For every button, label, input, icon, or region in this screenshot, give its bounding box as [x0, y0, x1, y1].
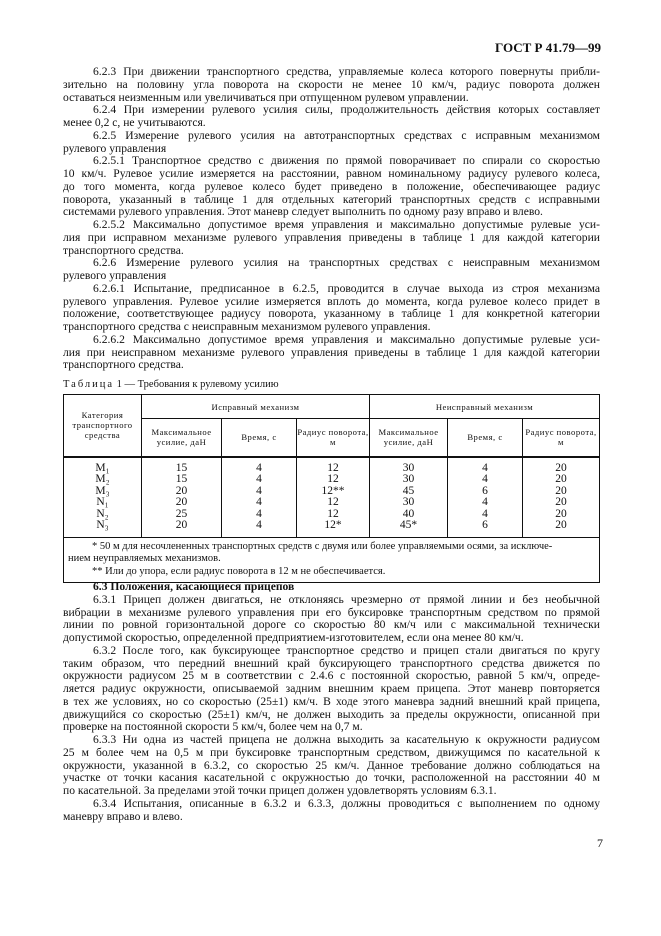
value-cell: 45*	[370, 520, 448, 537]
text-line: рулевого управления	[63, 270, 167, 282]
text-line: 6.2.6.1 Испытание, предписанное в 6.2.5, проводится в случае выхода из строя механизма	[93, 282, 600, 295]
value-cell: 4	[222, 457, 297, 475]
text-line: зительно на половину угла поворота на скорости не менее 10 км/ч, радиус поворота должен	[63, 78, 600, 91]
category-cell: N₂	[64, 509, 142, 521]
paragraph	[63, 257, 600, 283]
paragraph	[63, 66, 600, 104]
text-line: 10 км/ч. Рулевое усилие измеряется на расстоянии, равном номинальному радиусу рулевого колеса,	[63, 168, 600, 180]
value-cell: 20	[142, 486, 222, 498]
value-cell: 30	[370, 497, 448, 509]
document-header: ГОСТ Р 41.79—99	[495, 40, 601, 55]
text-line: 6.2.5.1 Транспортное средство с движения по прямой поворачивает по спирали со скоростью	[93, 155, 600, 168]
header-radius: Радиус поворота, м	[297, 419, 370, 457]
header-time: Время, с	[448, 419, 523, 457]
header-group-fault: Неисправный механизм	[370, 395, 600, 419]
value-cell: 4	[222, 497, 297, 509]
table-caption-label: Таблица	[63, 379, 115, 390]
text-line: 6.3.4 Испытания, описанные в 6.3.2 и 6.3.3, должны проводиться с выполнением по одному	[93, 797, 600, 810]
value-cell: 12**	[297, 486, 370, 498]
footnote-2: ** Или до упора, если радиус поворота в 12 м не обеспечивается.	[92, 565, 386, 577]
header-time: Время, с	[222, 419, 297, 457]
paragraph	[63, 104, 600, 130]
value-cell: 4	[222, 474, 297, 486]
text-line: 6.2.3 При движении транспортного средства, управляемые колеса которого повернуты прибли-	[93, 66, 600, 78]
value-cell: 20	[142, 497, 222, 509]
text-line: лия при исправном механизме рулевого управления приведены в таблице 1 для каждой категории	[63, 231, 600, 244]
value-cell: 30	[370, 457, 448, 475]
text-line: оставаться неизменным или увеличиваться при отпущенном рулевом управлении.	[63, 91, 469, 104]
text-line: транспортного средства.	[63, 359, 184, 372]
value-cell: 12*	[297, 520, 370, 537]
category-cell: M₂	[64, 474, 142, 486]
footnote-1: * 50 м для несочлененных транспортных средств с двумя или более управляемыми осями, за исключе-	[92, 540, 553, 552]
section-heading	[63, 581, 600, 594]
value-cell: 40	[370, 509, 448, 521]
text-line: таким образом, что передний внешний край буксирующего транспортного средства движется по	[63, 657, 600, 670]
text-line: до того момента, когда рулевое колесо будет приведено в положение, обеспечивающее радиус	[63, 180, 600, 193]
paragraph	[63, 734, 600, 798]
header-radius: Радиус поворота, м	[523, 419, 600, 457]
text-line: системами рулевого управления. Этот маневр следует выполнить по одному разу вправо и влево.	[63, 206, 543, 219]
value-cell: 12	[297, 474, 370, 486]
text-line: линии по ровной горизонтальной дороге со скоростью 80 км/ч или с максимальной технически	[63, 619, 600, 632]
value-cell: 25	[142, 509, 222, 521]
table-row	[64, 520, 600, 537]
table-row	[64, 474, 600, 486]
value-cell: 20	[523, 457, 600, 475]
paragraph	[63, 594, 600, 645]
header-max-effort: Максимальное усилие, даН	[370, 419, 448, 457]
text-line: 6.2.6 Измерение рулевого усилия на транспортных средствах с неисправным механизмом	[93, 257, 600, 270]
text-line: движущийся со скоростью (25±1) км/ч, не должен выходить за пределы окружности, описанной при	[63, 708, 600, 721]
text-line: проверке на постоянной скорости 5 км/ч, более чем на 0,7 м.	[63, 721, 363, 734]
text-line: 6.2.4 При измерении рулевого усилия силы, продолжительность действия которых составляет	[93, 104, 600, 117]
value-cell: 4	[448, 457, 523, 475]
text-line: 6.3.3 Ни одна из частей прицепа не должна выходить за касательную к окружности радиусом	[93, 734, 600, 746]
text-block-6-3	[63, 581, 600, 823]
header-category: Категория транспортного средства	[64, 395, 142, 457]
steering-effort-table	[63, 394, 600, 583]
text-line: допустимой скоростью, определенной предприятием-изготовителем, если она менее 80 км/ч.	[63, 632, 524, 644]
value-cell: 4	[448, 509, 523, 521]
category-cell: M₁	[64, 457, 142, 475]
footnote-1-cont: нием неуправляемых механизмов.	[68, 553, 221, 564]
value-cell: 15	[142, 457, 222, 475]
text-line: 6.3 Положения, касающиеся прицепов	[93, 581, 295, 593]
text-line: по касательной. За пределами этой точки прицеп должен удовлетворять условиям 6.3.1.	[63, 785, 497, 797]
paragraph	[63, 130, 600, 156]
value-cell: 4	[448, 497, 523, 509]
text-line: вибрации в механизме рулевого управления при его буксировке транспортным средством по прямой	[63, 606, 600, 619]
text-line: 6.3.1 Прицеп должен двигаться, не отклоняясь чрезмерно от прямой линии и без необычной	[93, 593, 600, 606]
paragraph	[63, 283, 600, 334]
text-line: менее 0,2 с, не учитываются.	[63, 117, 206, 129]
paragraph	[63, 334, 600, 372]
text-line: в тех же условиях, но со скоростью (25±1) км/ч. В ходе этого маневра задний внешний край прицепа,	[63, 695, 600, 708]
text-line: 6.2.6.2 Максимально допустимое время управления и максимально допустимые рулевые уси-	[93, 333, 600, 346]
text-line: участке от точки касания касательной с окружностью до точки, расположенной на расстоянии 40 м	[63, 772, 600, 785]
category-cell: N₃	[64, 520, 142, 537]
paragraph	[63, 645, 600, 734]
value-cell: 45	[370, 486, 448, 498]
text-block-6-2	[63, 66, 600, 372]
value-cell: 4	[222, 520, 297, 537]
text-line: маневру вправо и влево.	[63, 810, 183, 823]
text-line: транспортного средства с неисправным механизмом рулевого управления.	[63, 321, 431, 333]
text-line: 25 м более чем на 0,5 м при буксировке транспортным средством, движущимся по касательной к	[63, 746, 600, 759]
value-cell: 12	[297, 497, 370, 509]
value-cell: 20	[523, 474, 600, 486]
text-line: рулевого управления. Рулевое усилие измеряется вплоть до момента, когда рулевое колесо придет в	[63, 295, 600, 308]
value-cell: 4	[448, 474, 523, 486]
text-line: 6.2.5.2 Максимально допустимое время управления и максимально допустимые рулевые уси-	[93, 219, 600, 231]
page-number: 7	[597, 836, 603, 850]
text-line: положение, соответствующее радиусу поворота, указанному в таблице 1 для конкретной категории	[63, 308, 600, 321]
table-row	[64, 497, 600, 509]
value-cell: 20	[523, 520, 600, 537]
header-group-ok: Исправный механизм	[142, 395, 370, 419]
header-max-effort: Максимальное усилие, даН	[142, 419, 222, 457]
value-cell: 20	[142, 520, 222, 537]
text-line: окружности, указанной в 6.3.2, со скоростью 25 км/ч. Данное требование должно соблюдаться на	[63, 759, 600, 772]
table-caption	[63, 379, 279, 390]
text-line: ляется радиус окружности, описываемой задним внешним краем прицепа. Этот маневр повторяется	[63, 683, 600, 695]
paragraph	[63, 155, 600, 219]
category-cell: N₁	[64, 497, 142, 509]
value-cell: 20	[523, 497, 600, 509]
value-cell: 12	[297, 457, 370, 475]
table-row	[64, 457, 600, 475]
value-cell: 15	[142, 474, 222, 486]
text-line: 6.3.2 После того, как буксирующее транспортное средство и прицеп стали двигаться по кругу	[93, 644, 600, 657]
paragraph	[63, 798, 600, 824]
category-cell: M₃	[64, 486, 142, 498]
text-line: лия при неисправном механизме рулевого управления приведены в таблице 1 для каждой категории	[63, 346, 600, 359]
text-line: поворота, указанный в таблице 1 для отдельных категорий транспортных средств с исправными	[63, 193, 600, 206]
value-cell: 12	[297, 509, 370, 521]
value-cell: 6	[448, 486, 523, 498]
value-cell: 20	[523, 486, 600, 498]
table-caption-title: 1 — Требования к рулевому усилию	[114, 379, 279, 390]
text-line: окружности радиусом 25 м в соответствии с 2.4.6 с постоянной скоростью, равной 5 км/ч, опреде-	[63, 670, 600, 683]
text-line: 6.2.5 Измерение рулевого усилия на автотранспортных средствах с исправным механизмом	[93, 129, 600, 142]
value-cell: 20	[523, 509, 600, 521]
text-line: транспортного средства.	[63, 244, 184, 257]
value-cell: 30	[370, 474, 448, 486]
table-footnotes	[64, 537, 600, 583]
value-cell: 4	[222, 486, 297, 498]
paragraph	[63, 219, 600, 257]
value-cell: 6	[448, 520, 523, 537]
value-cell: 4	[222, 509, 297, 521]
text-line: рулевого управления	[63, 142, 167, 155]
